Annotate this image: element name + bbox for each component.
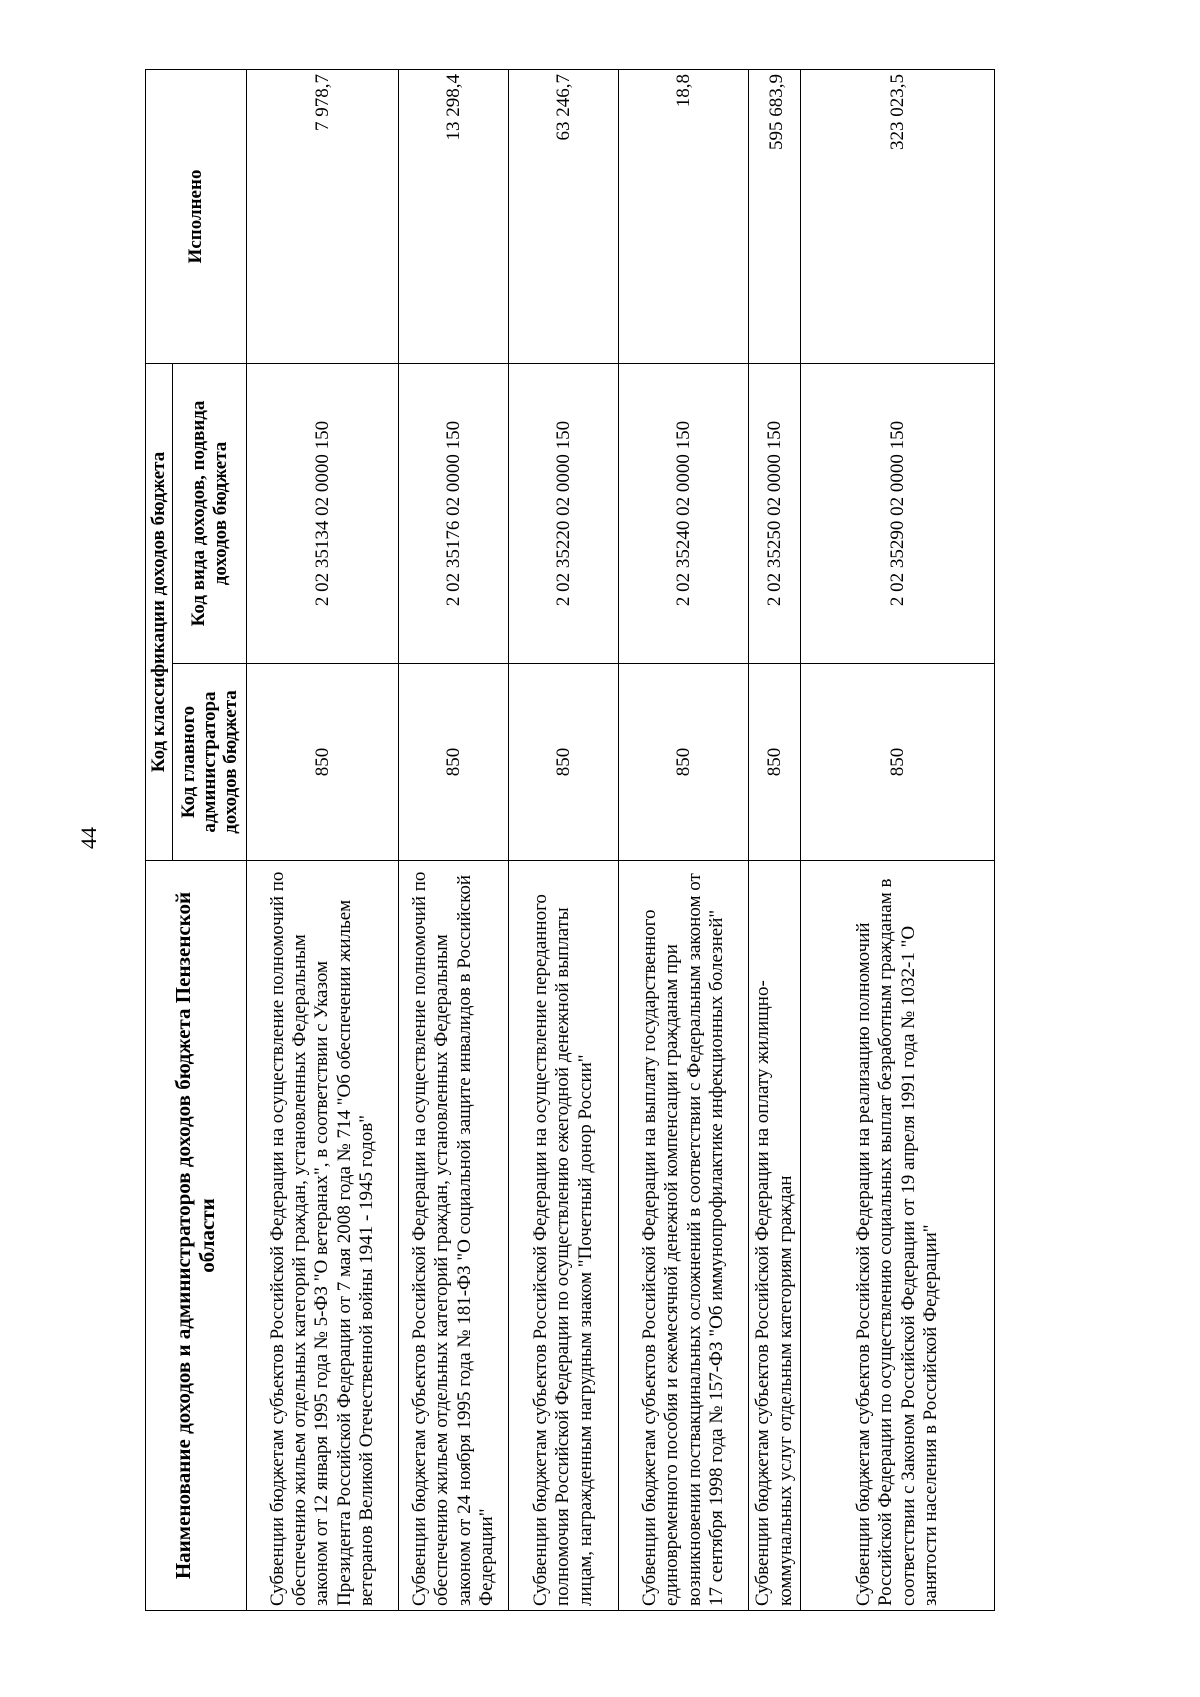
row-admin-code: 850 <box>247 664 399 861</box>
row-income-code: 2 02 35290 02 0000 150 <box>801 364 995 664</box>
row-admin-code: 850 <box>749 664 801 861</box>
row-executed: 13 298,4 <box>399 70 509 364</box>
row-name: Субвенции бюджетам субъектов Российской Федерации на реализацию полномочий Российской Федерации по осуществлению социальных выплат безработным гражданам в соответствии с Законом Российской Федерации от 19 апреля 1991 года № 1032-1 "О занятости населения в Российской Федерации" <box>801 861 995 1611</box>
header-name: Наименование доходов и администраторов доходов бюджета Пензенской области <box>146 861 247 1611</box>
income-table <box>145 69 995 1611</box>
row-income-code: 2 02 35220 02 0000 150 <box>509 364 619 664</box>
table-row <box>749 70 801 1611</box>
header-classification-group: Код классификации доходов бюджета <box>146 364 173 861</box>
row-executed: 63 246,7 <box>509 70 619 364</box>
row-income-code: 2 02 35134 02 0000 150 <box>247 364 399 664</box>
header-income-code: Код вида доходов, подвида доходов бюджета <box>173 364 247 664</box>
row-name: Субвенции бюджетам субъектов Российской Федерации на осуществление полномочий по обеспечению жильем отдельных категорий граждан, установленных Федеральным законом от 24 ноября 1995 года № 181-ФЗ "О социальной защите инвалидов в Российской Федерации" <box>399 861 509 1611</box>
table-wrapper <box>145 70 995 1611</box>
row-name: Субвенции бюджетам субъектов Российской Федерации на выплату государственного единовременного пособия и ежемесячной денежной компенсации гражданам при возникновении поствакцинальных осложнений в соответствии с Федеральным законом от 17 сентября 1998 года № 157-ФЗ "Об иммунопрофилактике инфекционных болезней" <box>619 861 749 1611</box>
row-income-code: 2 02 35240 02 0000 150 <box>619 364 749 664</box>
row-name: Субвенции бюджетам субъектов Российской Федерации на осуществление переданного полномочия Российской Федерации по осуществлению ежегодной денежной выплаты лицам, награжденным нагрудным знаком "Почетный донор России" <box>509 861 619 1611</box>
header-executed: Исполнено <box>146 70 247 364</box>
table-row <box>399 70 509 1611</box>
row-executed: 323 023,5 <box>801 70 995 364</box>
header-admin-code: Код главного администратора доходов бюджета <box>173 664 247 861</box>
rotated-table-area <box>145 70 995 1611</box>
row-admin-code: 850 <box>801 664 995 861</box>
row-admin-code: 850 <box>509 664 619 861</box>
row-name: Субвенции бюджетам субъектов Российской Федерации на оплату жилищно-коммунальных услуг отдельным категориям граждан <box>749 861 801 1611</box>
row-executed: 7 978,7 <box>247 70 399 364</box>
row-executed: 595 683,9 <box>749 70 801 364</box>
table-row <box>509 70 619 1611</box>
row-admin-code: 850 <box>399 664 509 861</box>
header-row-1 <box>146 70 173 1611</box>
row-admin-code: 850 <box>619 664 749 861</box>
table-row <box>619 70 749 1611</box>
row-income-code: 2 02 35250 02 0000 150 <box>749 364 801 664</box>
table-row <box>801 70 995 1611</box>
row-name: Субвенции бюджетам субъектов Российской Федерации на осуществление полномочий по обеспечению жильем отдельных категорий граждан, установленных Федеральным законом от 12 января 1995 года № 5-ФЗ "О ветеранах", в соответствии с Указом Президента Российской Федерации от 7 мая 2008 года № 714 "Об обеспечении жильем ветеранов Великой Отечественной войны 1941 - 1945 годов" <box>247 861 399 1611</box>
table-row <box>247 70 399 1611</box>
row-income-code: 2 02 35176 02 0000 150 <box>399 364 509 664</box>
row-executed: 18,8 <box>619 70 749 364</box>
page-number: 44 <box>76 827 101 849</box>
